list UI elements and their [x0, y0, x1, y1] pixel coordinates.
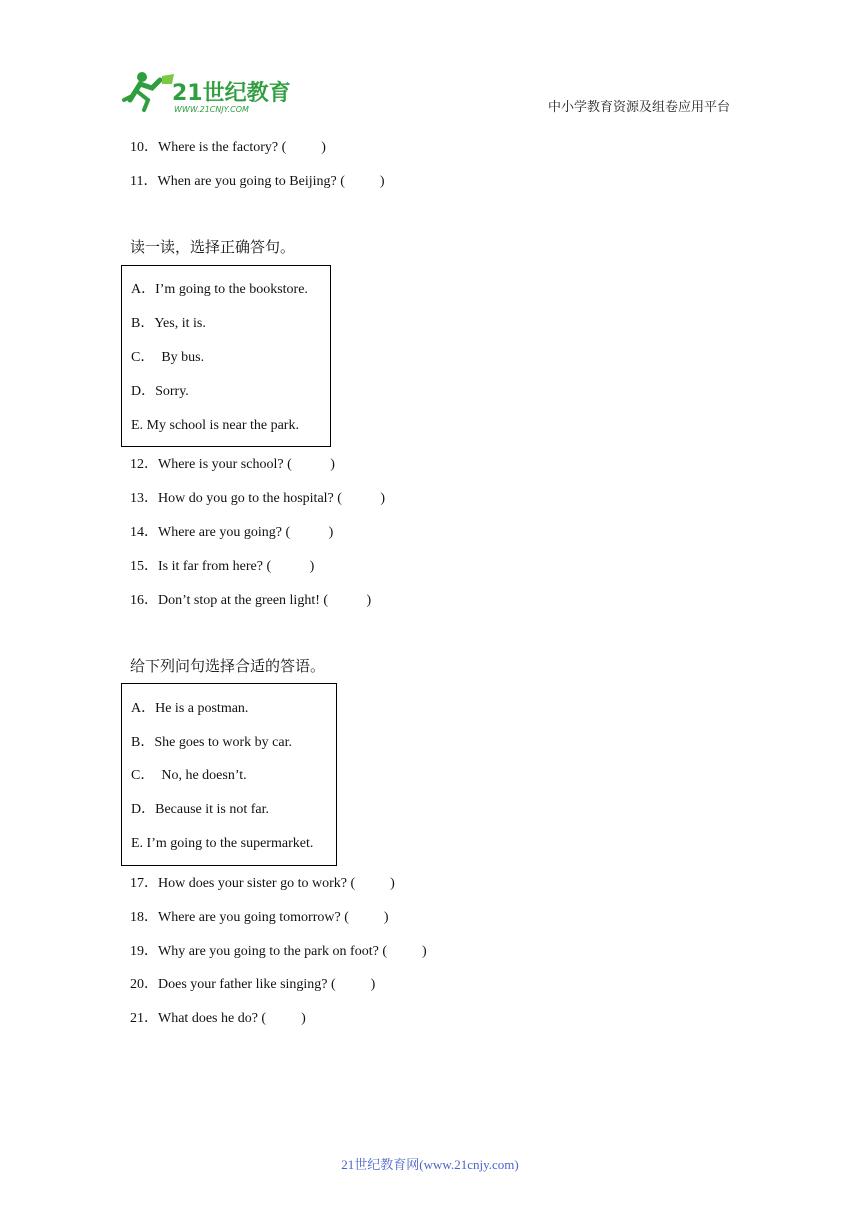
question-19: 19．Why are you going to the park on foot? ( ) — [130, 944, 427, 959]
question-14: 14．Where are you going? ( ) — [130, 525, 334, 540]
runner-logo-icon — [124, 72, 174, 110]
question-10: 10．Where is the factory? ( ) — [130, 140, 326, 155]
logo-sub-text: WWW.21CNJY.COM — [174, 105, 249, 114]
question-15: 15．Is it far from here? ( ) — [130, 559, 315, 574]
section2-option-a: A．He is a postman. — [131, 701, 249, 716]
question-21: 21．What does he do? ( ) — [130, 1011, 306, 1026]
question-18: 18．Where are you going tomorrow? ( ) — [130, 910, 389, 925]
section2-option-e: E. I’m going to the supermarket. — [131, 836, 314, 851]
question-11: 11．When are you going to Beijing? ( ) — [130, 174, 385, 189]
footer-link[interactable]: 21世纪教育网(www.21cnjy.com) — [341, 1157, 519, 1172]
logo-main-text: 21世纪教育 — [172, 81, 291, 106]
section2-option-b: B．She goes to work by car. — [131, 735, 292, 750]
section1-option-b: B．Yes, it is. — [131, 316, 206, 331]
section1-title: 读一读，选择正确答句。 — [130, 240, 296, 256]
section2-option-d: D．Because it is not far. — [131, 802, 270, 817]
section1-option-c: C． By bus. — [131, 350, 205, 365]
section2-title: 给下列问句选择合适的答语。 — [130, 659, 326, 675]
section1-option-d: D．Sorry. — [131, 384, 189, 399]
section1-option-e: E. My school is near the park. — [131, 418, 299, 433]
question-12: 12．Where is your school? ( ) — [130, 457, 335, 472]
section2-options-box — [121, 683, 337, 866]
question-20: 20．Does your father like singing? ( ) — [130, 977, 376, 992]
question-17: 17．How does your sister go to work? ( ) — [130, 876, 395, 891]
section1-option-a: A．I’m going to the bookstore. — [131, 282, 308, 297]
header-platform-text: 中小学教育资源及组卷应用平台 — [547, 99, 730, 114]
section1-options-box — [121, 265, 331, 447]
section2-option-c: C． No, he doesn’t. — [131, 768, 247, 783]
question-16: 16．Don’t stop at the green light! ( ) — [130, 593, 372, 608]
question-13: 13．How do you go to the hospital? ( ) — [130, 491, 386, 506]
logo — [122, 70, 292, 116]
